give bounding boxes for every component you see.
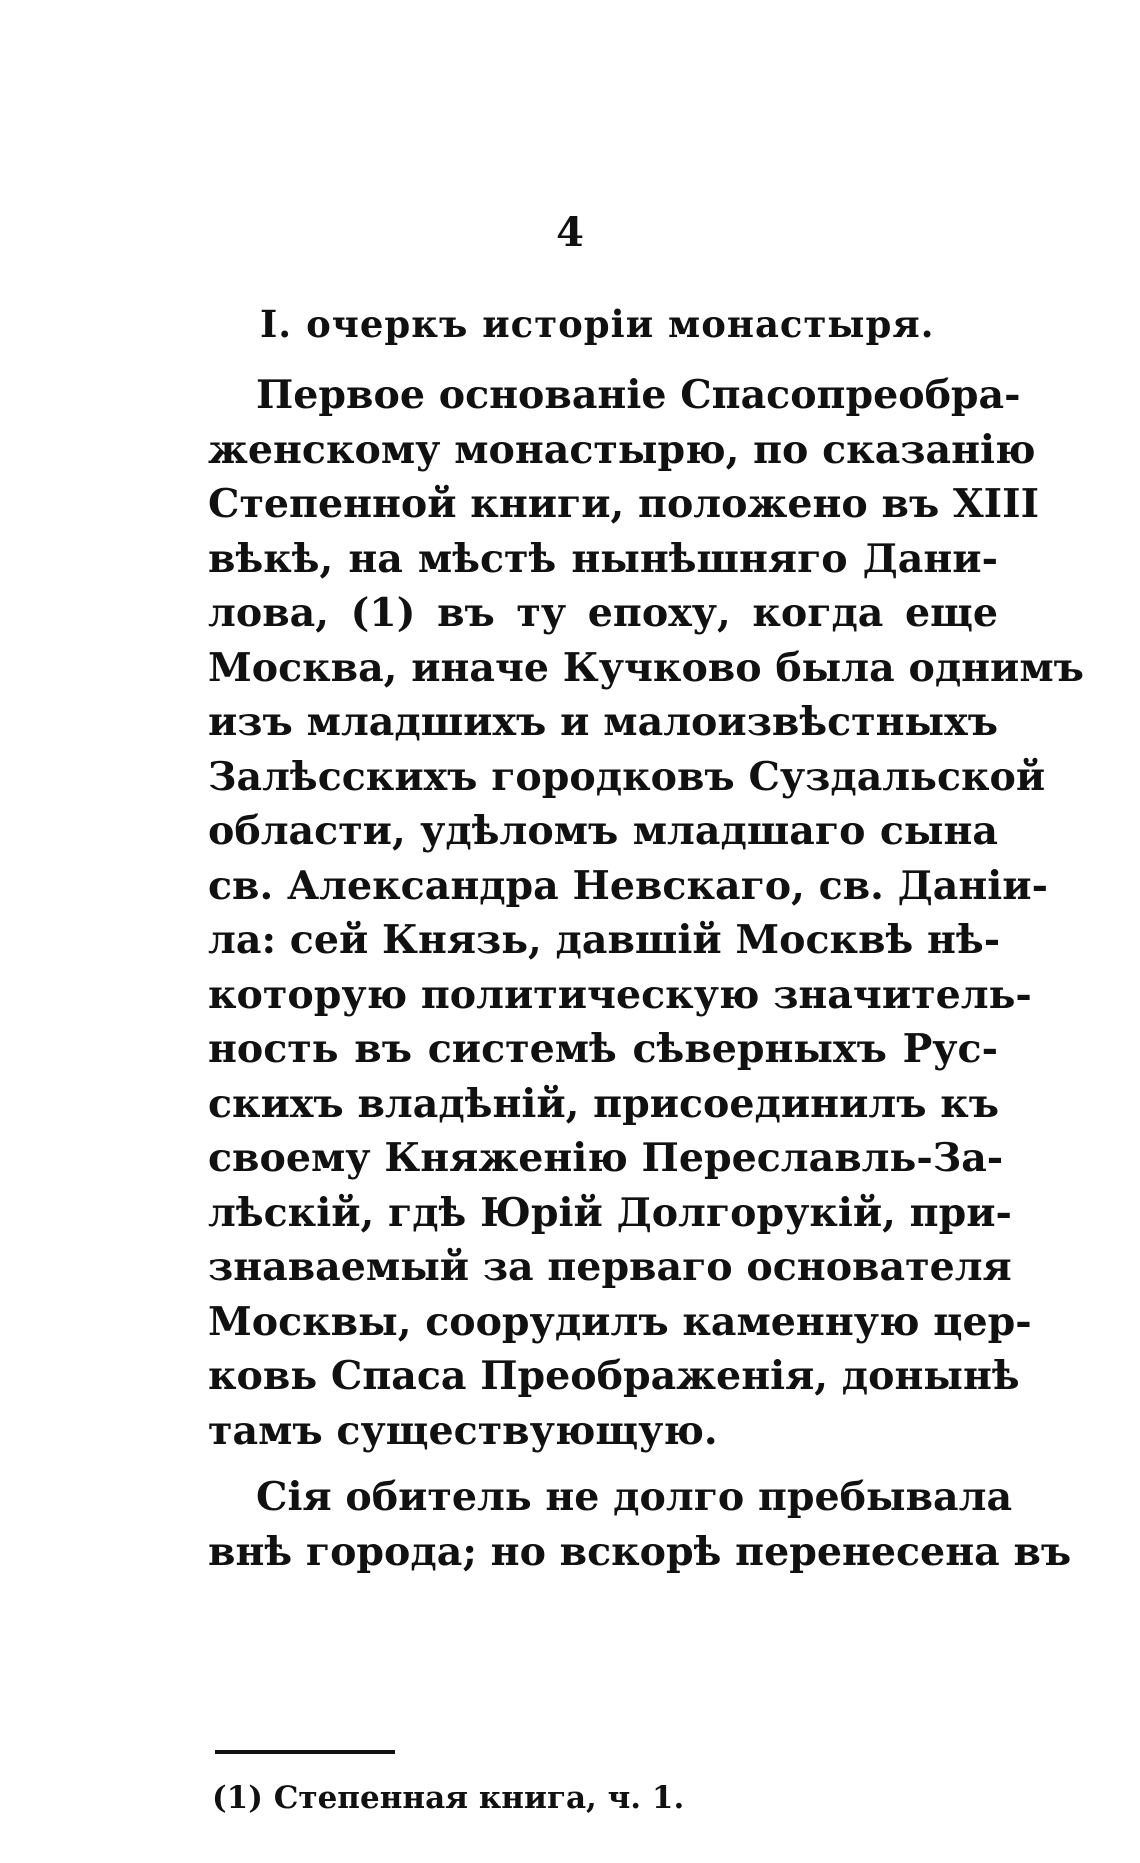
text-line: лова, (1) въ ту епоху, когда еще (208, 590, 998, 636)
text-line: лѣскій, гдѣ Юрій Долгорукій, при- (208, 1189, 1012, 1236)
paragraph-2 (208, 1470, 1072, 1579)
text-line: изъ младшихъ и малоизвѣстныхъ (208, 699, 998, 745)
text-line: ла: сей Князь, давшій Москвѣ нѣ- (208, 917, 1001, 963)
page-number: 4 (556, 209, 584, 256)
text-line: ность въ системѣ сѣверныхъ Рус- (208, 1026, 998, 1072)
text-line: внѣ города; но вскорѣ перенесена въ (208, 1528, 1072, 1575)
text-line: области, удѣломъ младшаго сына (208, 808, 998, 854)
text-line: своему Княженію Переславль-За- (208, 1135, 1004, 1181)
text-line: которую политическую значитель- (208, 971, 1032, 1018)
text-line: Москва, иначе Кучково была однимъ (208, 644, 1084, 691)
text-line: тамъ существующую. (208, 1407, 718, 1454)
text-line: скихъ владѣній, присоединилъ къ (208, 1080, 1000, 1127)
text-line: вѣкѣ, на мѣстѣ нынѣшняго Дани- (208, 535, 998, 582)
text-line: Залѣсскихъ городковъ Суздальской (208, 753, 1046, 800)
footnote: (1) Степенная книга, ч. 1. (212, 1780, 685, 1816)
text-line: св. Александра Невскаго, св. Данiи- (208, 862, 1048, 909)
text-line: Степенной книги, положено въ XIII (208, 481, 1040, 527)
paragraph-1 (208, 368, 1084, 1458)
footnote-divider (215, 1750, 395, 1754)
text-line: ковь Спаса Преображенія, донынѣ (208, 1353, 1020, 1399)
text-line: Первое основаніе Спасопреобра- (256, 372, 1021, 418)
text-line: Москвы, соорудилъ каменную цер- (208, 1298, 1032, 1345)
text-line: женскому монастырю, по сказанію (208, 426, 1036, 473)
text-line: знаваемый за перваго основателя (208, 1244, 1012, 1290)
text-line: Сія обитель не долго пребывала (256, 1474, 1013, 1520)
section-heading: I. очеркъ исторіи монастыря. (260, 302, 935, 346)
